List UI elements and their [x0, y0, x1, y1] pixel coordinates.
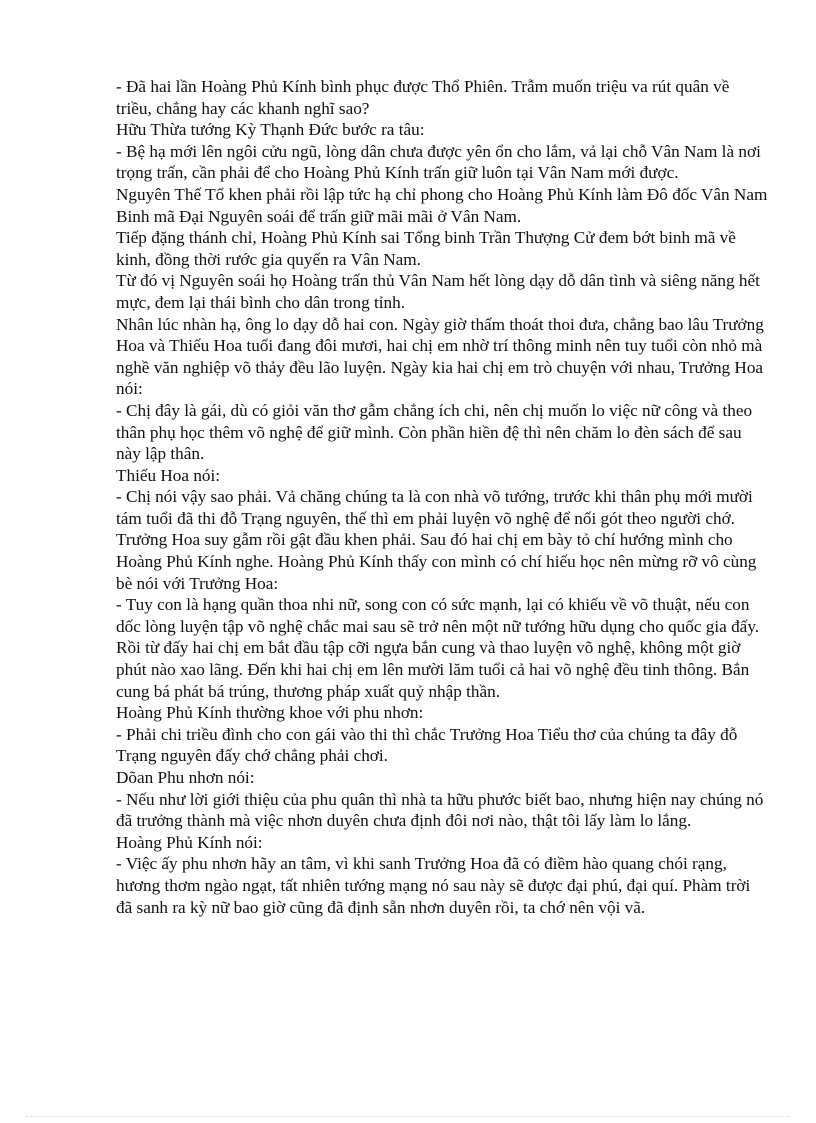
paragraph: Nhân lúc nhàn hạ, ông lo dạy dỗ hai con. Ngày giờ thấm thoát thoi đưa, chẳng bao lâu Trưởng Hoa và Thiếu Hoa tuổi đang đôi mươi, hai chị em nhờ trí thông minh nên tuy tuổi còn nhỏ mà nghề văn nghiệp võ thảy đều lão luyện. Ngày kia hai chị em trò chuyện với nhau, Trưởng Hoa nói:	[116, 314, 764, 399]
paragraph: Trưởng Hoa suy gẫm rồi gật đầu khen phải. Sau đó hai chị em bày tỏ chí hướng mình cho Hoàng Phủ Kính nghe. Hoàng Phủ Kính thấy con mình có chí hiếu học nên mừng rỡ vô cùng bè nói với Trưởng Hoa:	[116, 530, 757, 593]
paragraph: Từ đó vị Nguyên soái họ Hoàng trấn thủ Vân Nam hết lòng dạy dỗ dân tình và siêng năng hết mực, đem lại thái bình cho dân trong tỉnh.	[116, 271, 760, 312]
paragraph: - Chị nói vậy sao phải. Vả chăng chúng ta là con nhà võ tướng, trước khi thân phụ mới mười tám tuổi đã thi đỗ Trạng nguyên, thế thì em phải luyện võ nghệ để nối gót theo người chớ.	[116, 487, 753, 528]
paragraph: - Đã hai lần Hoàng Phủ Kính bình phục được Thổ Phiên. Trẫm muốn triệu va rút quân về triều, chẳng hay các khanh nghĩ sao?	[116, 77, 730, 118]
paragraph: - Nếu như lời giới thiệu của phu quân thì nhà ta hữu phước biết bao, nhưng hiện nay chúng nó đã trưởng thành mà việc nhơn duyên chưa định đôi nơi nào, thật tôi lấy làm lo lắng.	[116, 789, 764, 831]
document-body	[116, 76, 768, 918]
page-bottom-divider	[26, 1116, 790, 1117]
paragraph: Tiếp đặng thánh chỉ, Hoàng Phủ Kính sai Tổng binh Trần Thượng Cử đem bớt binh mã về kinh, đồng thời rước gia quyến ra Vân Nam.	[116, 228, 736, 269]
paragraph: Rồi từ đấy hai chị em bắt đầu tập cỡi ngựa bắn cung và thao luyện võ nghệ, không một giờ phút nào xao lãng. Đến khi hai chị em lên mười lăm tuổi cả hai võ nghệ đều tinh thông. Bắn cung bá phát bá trúng, thương pháp xuất quỷ nhập thần.	[116, 638, 750, 701]
paragraph: Hoàng Phủ Kính nói:	[116, 832, 263, 852]
paragraph: - Chị đây là gái, dù có giỏi văn thơ gẫm chẳng ích chi, nên chị muốn lo việc nữ công và theo thân phụ học thêm võ nghệ để giữ mình. Còn phần hiền đệ thì nên chăm lo đèn sách để sau này lập thân.	[116, 400, 753, 464]
paragraph: Thiếu Hoa nói:	[116, 465, 221, 485]
paragraph: - Bệ hạ mới lên ngôi cửu ngũ, lòng dân chưa được yên ổn cho lắm, vả lại chỗ Vân Nam là nơi trọng trấn, cần phải để cho Hoàng Phủ Kính trấn giữ luôn tại Vân Nam mới được.	[116, 141, 761, 183]
paragraph: Dõan Phu nhơn nói:	[116, 768, 255, 787]
paragraph: - Phải chi triều đình cho con gái vào thi thì chắc Trưởng Hoa Tiểu thơ của chúng ta đây đỗ Trạng nguyên đấy chớ chẳng phải chơi.	[116, 724, 738, 766]
paragraph: Hữu Thừa tướng Kỳ Thạnh Đức bước ra tâu:	[116, 120, 425, 140]
paragraph: Hoàng Phủ Kính thường khoe với phu nhơn:	[116, 703, 424, 723]
paragraph: - Việc ấy phu nhơn hãy an tâm, vì khi sanh Trưởng Hoa đã có điềm hào quang chói rạng, hương thơm ngào ngạt, tất nhiên tướng mạng nó sau này sẽ được đại phú, đại quí. Phàm trời đã sanh ra kỳ nữ bao giờ cũng đã định sẵn nhơn duyên rồi, ta chớ nên vội vã.	[116, 854, 751, 917]
paragraph: Nguyên Thế Tổ khen phải rồi lập tức hạ chỉ phong cho Hoàng Phủ Kính làm Đô đốc Vân Nam Binh mã Đại Nguyên soái để trấn giữ mãi mãi ở Vân Nam.	[116, 184, 768, 226]
paragraph: - Tuy con là hạng quần thoa nhi nữ, song con có sức mạnh, lại có khiếu về võ thuật, nếu con dốc lòng luyện tập võ nghệ chắc mai sau sẽ trở nên một nữ tướng hữu dụng cho quốc gia đấy.	[116, 595, 760, 636]
